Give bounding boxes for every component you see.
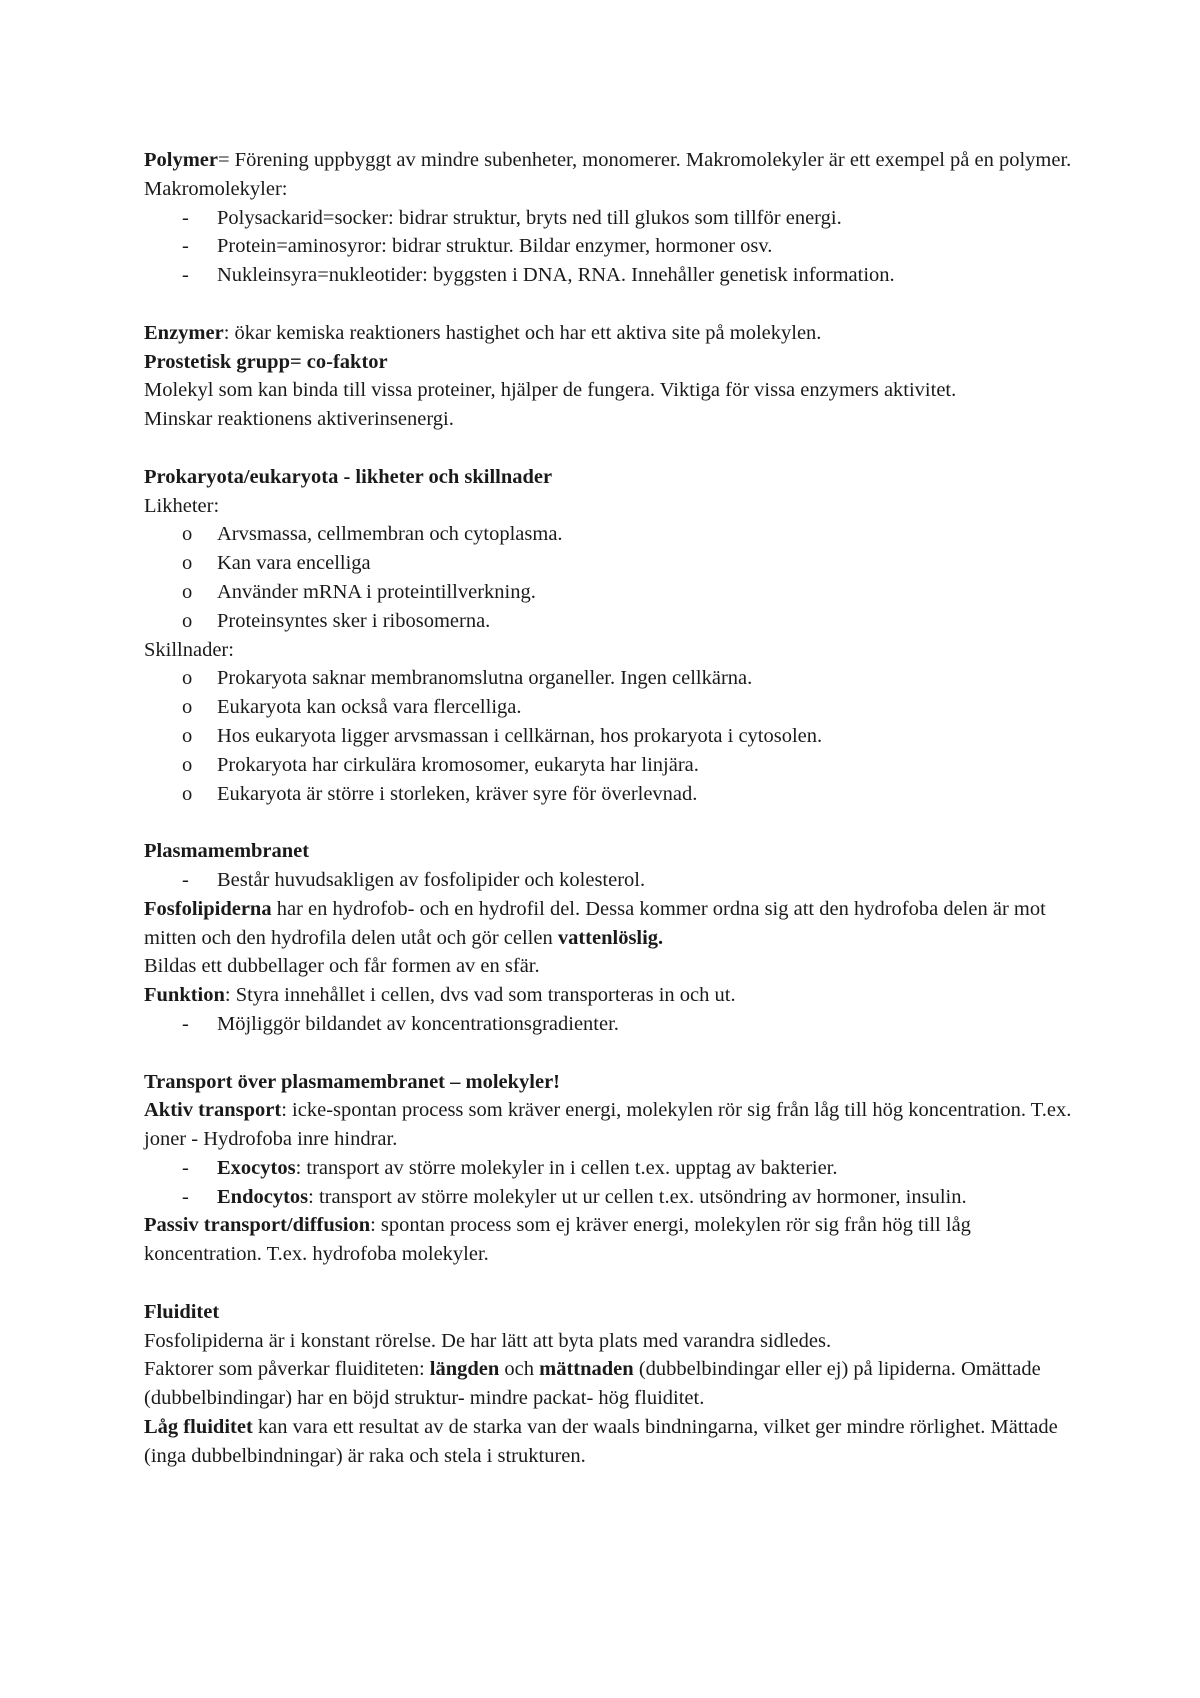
aktiv-transport-paragraph: Aktiv transport: icke-spontan process som kräver energi, molekylen rör sig från låg till hög koncentration. T.ex. joner - Hydrofoba inre hindrar. xyxy=(144,1099,1072,1151)
document-page xyxy=(144,146,1074,1471)
dash-bullet: - xyxy=(182,1012,189,1035)
funktion-paragraph: Funktion: Styra innehållet i cellen, dvs vad som transporteras in och ut. xyxy=(144,984,736,1007)
list-item: o Prokaryota saknar membranomslutna organeller. Ingen cellkärna. xyxy=(144,664,1074,693)
fluiditet-heading: Fluiditet xyxy=(144,1300,220,1323)
faktorer-paragraph: Faktorer som påverkar fluiditeten: längden och mättnaden (dubbelbindingar eller ej) på lipiderna. Omättade (dubbelbindingar) har en böjd struktur- mindre packat- hög fluiditet. xyxy=(144,1358,1041,1410)
list-item: - Nukleinsyra=nukleotider: byggsten i DNA, RNA. Innehåller genetisk information. xyxy=(144,261,1074,290)
dash-bullet: - xyxy=(182,206,189,229)
circle-bullet: o xyxy=(182,523,193,546)
list-item: - Polysackarid=socker: bidrar struktur, bryts ned till glukos som tillför energi. xyxy=(144,204,1074,233)
dash-bullet: - xyxy=(182,1185,189,1208)
polymer-definition: Polymer= Förening uppbyggt av mindre subenheter, monomerer. Makromolekyler är ett exempel på en polymer. xyxy=(144,149,1072,171)
circle-bullet: o xyxy=(182,724,193,747)
list-item: o Hos eukaryota ligger arvsmassan i cellkärnan, hos prokaryota i cytosolen. xyxy=(144,722,1074,751)
list-item: - Protein=aminosyror: bidrar struktur. Bildar enzymer, hormoner osv. xyxy=(144,232,1074,261)
prostetisk-text: Molekyl som kan binda till vissa proteiner, hjälper de fungera. Viktiga för vissa enzymers aktivitet. xyxy=(144,379,957,402)
list-item: o Arvsmassa, cellmembran och cytoplasma. xyxy=(144,520,1074,549)
list-item: - Exocytos: transport av större molekyler in i cellen t.ex. upptag av bakterier. xyxy=(144,1154,1074,1183)
list-item: - Endocytos: transport av större molekyler ut ur cellen t.ex. utsöndring av hormoner, insulin. xyxy=(144,1183,1074,1212)
list-item: o Eukaryota är större i storleken, kräver syre för överlevnad. xyxy=(144,780,1074,809)
enzymer-paragraph: Enzymer: ökar kemiska reaktioners hastighet och har ett aktiva site på molekylen. xyxy=(144,321,822,344)
transport-heading: Transport över plasmamembranet – molekyler! xyxy=(144,1070,561,1093)
list-item: o Eukaryota kan också vara flercelliga. xyxy=(144,693,1074,722)
dash-bullet: - xyxy=(182,264,189,287)
plasmamembranet-heading: Plasmamembranet xyxy=(144,840,310,863)
list-item: o Använder mRNA i proteintillverkning. xyxy=(144,578,1074,607)
skillnader-label: Skillnader: xyxy=(144,638,234,661)
fosfolipiderna-paragraph: Fosfolipiderna har en hydrofob- och en hydrofil del. Dessa kommer ordna sig att den hydrofoba delen är mot mitten och den hydrofila delen utåt och gör cellen vattenlöslig. xyxy=(144,897,1046,949)
circle-bullet: o xyxy=(182,753,193,776)
dash-bullet: - xyxy=(182,1156,189,1179)
likheter-label: Likheter: xyxy=(144,494,220,517)
list-item: o Prokaryota har cirkulära kromosomer, eukaryta har linjära. xyxy=(144,751,1074,780)
circle-bullet: o xyxy=(182,580,193,603)
dash-bullet: - xyxy=(182,235,189,258)
list-item: o Kan vara encelliga xyxy=(144,549,1074,578)
makromolekyler-label: Makromolekyler: xyxy=(144,177,288,200)
list-item: - Möjliggör bildandet av koncentrationsgradienter. xyxy=(144,1010,1074,1039)
prokaryota-heading: Prokaryota/eukaryota - likheter och skillnader xyxy=(144,465,553,488)
list-item: o Proteinsyntes sker i ribosomerna. xyxy=(144,607,1074,636)
lag-fluiditet-paragraph: Låg fluiditet kan vara ett resultat av de starka van der waals bindningarna, vilket ger mindre rörlighet. Mättade (inga dubbelbindningar) är raka och stela i strukturen. xyxy=(144,1416,1058,1467)
prostetisk-heading: Prostetisk grupp= co-faktor xyxy=(144,350,388,373)
fluiditet-line1: Fosfolipiderna är i konstant rörelse. De har lätt att byta plats med varandra sidledes. xyxy=(144,1329,832,1352)
minskar-text: Minskar reaktionens aktiverinsenergi. xyxy=(144,408,454,431)
circle-bullet: o xyxy=(182,609,193,632)
list-item: - Består huvudsakligen av fosfolipider och kolesterol. xyxy=(144,866,1074,895)
circle-bullet: o xyxy=(182,552,193,575)
bildas-text: Bildas ett dubbellager och får formen av en sfär. xyxy=(144,955,540,978)
circle-bullet: o xyxy=(182,696,193,719)
passiv-transport-paragraph: Passiv transport/diffusion: spontan process som ej kräver energi, molekylen rör sig från hög till låg koncentration. T.ex. hydrofoba molekyler. xyxy=(144,1214,971,1266)
polymer-term: Polymer xyxy=(144,149,218,171)
circle-bullet: o xyxy=(182,782,193,805)
dash-bullet: - xyxy=(182,868,189,891)
circle-bullet: o xyxy=(182,667,193,690)
